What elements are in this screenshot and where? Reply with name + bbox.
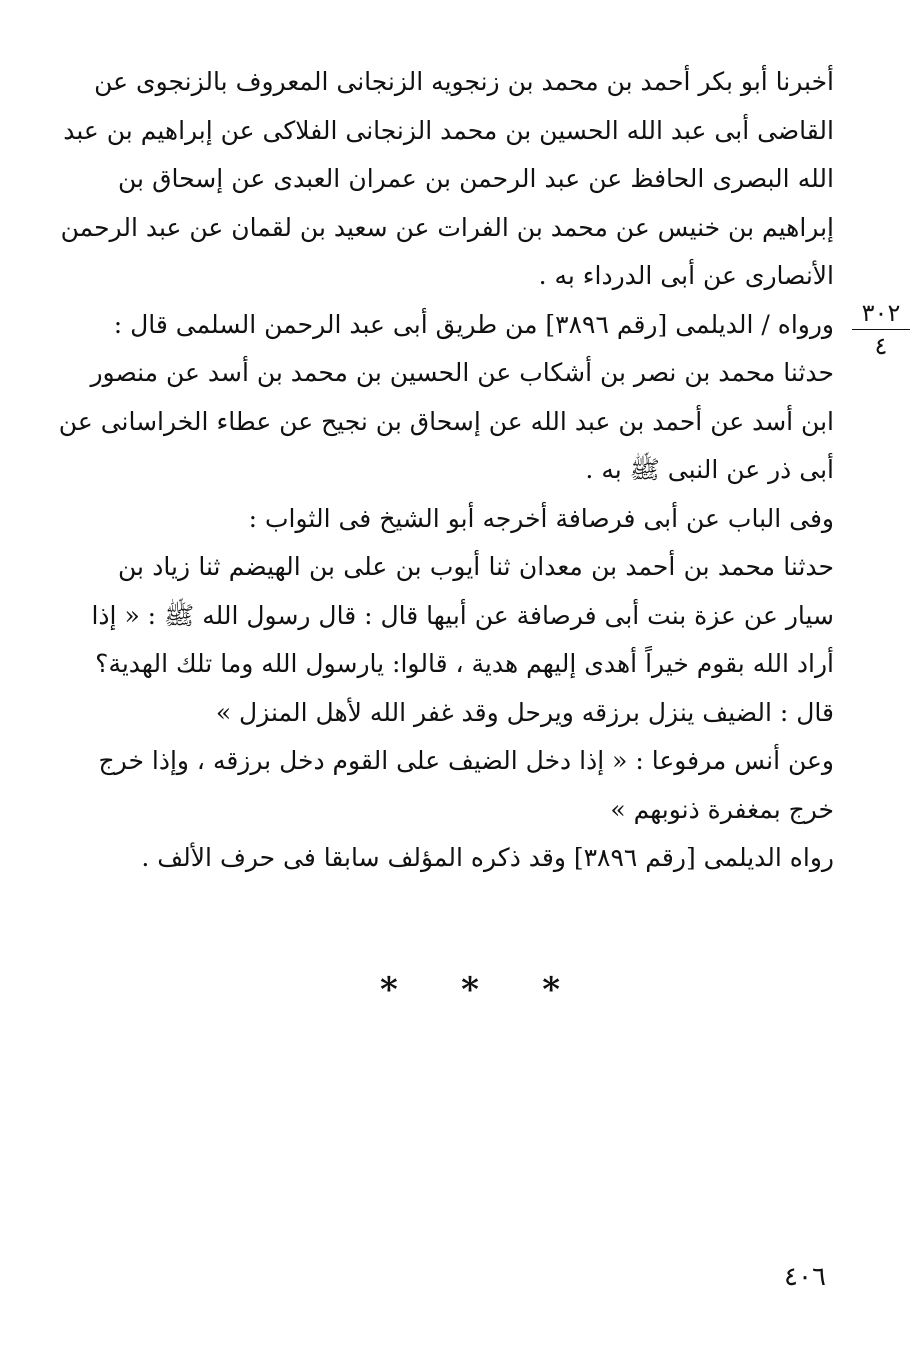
page-number: ٤٠٦ xyxy=(784,1262,826,1292)
text-line: القاضى أبى عبد الله الحسين بن محمد الزنجانى الفلاكى عن إبراهيم بن عبد xyxy=(63,115,834,145)
text-line: أبى ذر عن النبى ﷺ به . xyxy=(585,455,834,484)
text-line: حدثنا محمد بن أحمد بن معدان ثنا أيوب بن على بن الهيضم ثنا زياد بن xyxy=(118,552,834,581)
text-line: إبراهيم بن خنيس عن محمد بن الفرات عن سعيد بن لقمان عن عبد الرحمن xyxy=(60,212,834,242)
text-line: وعن أنس مرفوعا : « إذا دخل الضيف على القوم دخل برزقه ، وإذا خرج xyxy=(98,746,834,775)
asterisk-icon: * xyxy=(542,970,560,1010)
margin-reference xyxy=(852,300,910,359)
margin-reference-numerator: ٣٠٢ xyxy=(852,300,910,330)
text-line: أخبرنا أبو بكر أحمد بن محمد بن زنجويه الزنجانى المعروف بالزنجوى عن xyxy=(94,67,834,96)
margin-reference-denominator: ٤ xyxy=(874,332,888,360)
text-line: الأنصارى عن أبى الدرداء به . xyxy=(538,261,834,290)
paragraph-hadith-anas xyxy=(98,737,834,834)
body-text xyxy=(58,58,834,883)
section-separator xyxy=(380,970,560,1010)
text-line: سيار عن عزة بنت أبى فرصافة عن أبيها قال : قال رسول الله ﷺ : « إذا xyxy=(91,600,834,630)
text-line: ورواه / الديلمى [رقم ٣٨٩٦] من طريق أبى عبد الرحمن السلمى قال : xyxy=(113,309,834,339)
text-line: حدثنا محمد بن نصر بن أشكاب عن الحسين بن محمد بن أسد عن منصور xyxy=(90,358,834,387)
paragraph-hadith-firsafa xyxy=(91,543,834,737)
text-line: رواه الديلمى [رقم ٣٨٩٦] وقد ذكره المؤلف سابقا فى حرف الألف . xyxy=(141,843,834,872)
paragraph-bab-intro xyxy=(118,495,834,544)
text-line: الله البصرى الحافظ عن عبد الرحمن بن عمران العبدى عن إسحاق بن xyxy=(118,164,834,193)
paragraph-isnad-1 xyxy=(60,58,834,301)
text-line: خرج بمغفرة ذنوبهم » xyxy=(610,794,834,824)
asterisk-icon: * xyxy=(380,970,398,1010)
text-line: أراد الله بقوم خيراً أهدى إليهم هدية ، قالوا: يارسول الله وما تلك الهدية؟ xyxy=(95,649,834,678)
text-line: قال : الضيف ينزل برزقه ويرحل وقد غفر الله لأهل المنزل » xyxy=(215,697,834,727)
text-line: وفى الباب عن أبى فرصافة أخرجه أبو الشيخ فى الثواب : xyxy=(248,503,834,533)
paragraph-daylami-note xyxy=(118,834,834,883)
text-line: ابن أسد عن أحمد بن عبد الله عن إسحاق بن نجيح عن عطاء الخراسانى عن xyxy=(58,406,834,436)
paragraph-isnad-2 xyxy=(58,349,834,495)
asterisk-icon: * xyxy=(461,970,479,1010)
paragraph-daylami-intro xyxy=(113,301,834,350)
